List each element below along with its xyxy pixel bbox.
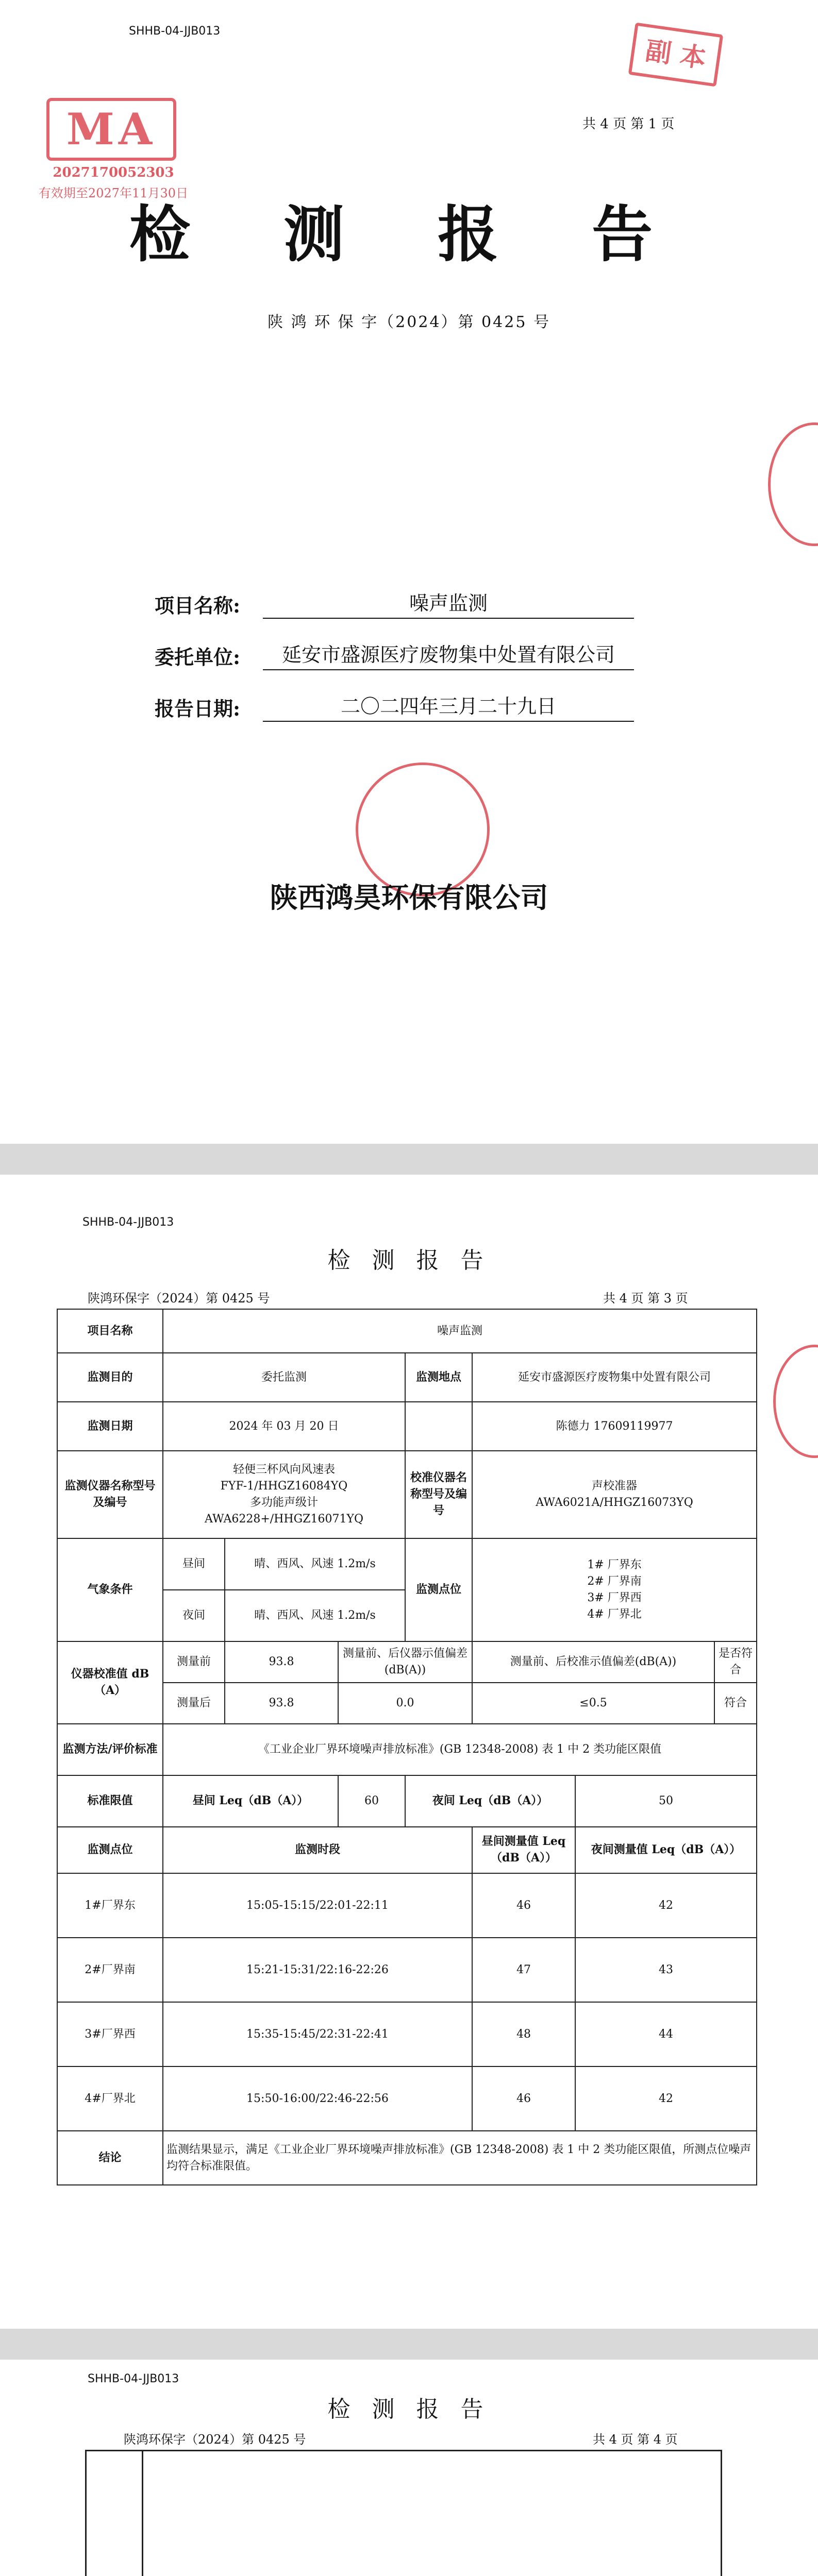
doc-code-p3: SHHB-04-JJB013 xyxy=(88,2372,179,2385)
value-before: 93.8 xyxy=(225,1641,338,1683)
row-point: 4#厂界北 xyxy=(57,2066,163,2131)
value-conclusion: 监测结果显示，满足《工业企业厂界环境噪声排放标准》(GB 12348-2008) 表 1 中 2 类功能区限值，所测点位噪声均符合标准限值。 xyxy=(163,2131,757,2185)
table-row xyxy=(57,2002,757,2066)
label-limit-day: 昼间 Leq（dB（A）） xyxy=(163,1775,338,1827)
side-seal xyxy=(768,422,818,546)
results-table xyxy=(57,1309,757,2185)
col-night: 夜间测量值 Leq（dB（A）） xyxy=(575,1827,757,1873)
value-limit-day: 60 xyxy=(338,1775,405,1827)
value-project: 噪声监测 xyxy=(163,1309,757,1353)
report-title: 检 测 报 告 xyxy=(129,198,689,270)
label-calib-value: 仪器校准值 dB（A） xyxy=(57,1641,163,1724)
point-item: 3# 厂界西 xyxy=(587,1591,642,1604)
ma-number: 2027170052303 xyxy=(53,165,174,180)
value-method: 《工业企业厂界环境噪声排放标准》(GB 12348-2008) 表 1 中 2 类功能区限值 xyxy=(163,1724,757,1775)
ma-note: 有效期至2027年11月30日 xyxy=(38,186,189,200)
value-points xyxy=(472,1538,757,1641)
row-night: 44 xyxy=(575,2002,757,2066)
row-point: 2#厂界南 xyxy=(57,1938,163,2002)
value-conform: 符合 xyxy=(714,1683,757,1724)
row-day: 46 xyxy=(472,2066,575,2131)
value-limit-night: 50 xyxy=(575,1775,757,1827)
label-instrument: 监测仪器名称型号及编号 xyxy=(57,1451,163,1538)
col-point: 监测点位 xyxy=(57,1827,163,1873)
label-before: 测量前 xyxy=(163,1641,225,1683)
row-night: 42 xyxy=(575,2066,757,2131)
doc-number-p3: 陕鸿环保字（2024）第 0425 号 xyxy=(124,2432,306,2447)
value-after: 93.8 xyxy=(225,1683,338,1724)
row-time: 15:05-15:15/22:01-22:11 xyxy=(163,1873,472,1938)
label-conclusion: 结论 xyxy=(57,2131,163,2185)
row-time: 15:50-16:00/22:46-22:56 xyxy=(163,2066,472,2131)
doc-code-p2: SHHB-04-JJB013 xyxy=(82,1216,174,1229)
label-method: 监测方法/评价标准 xyxy=(57,1724,163,1775)
label-diff: 测量前、后仪器示值偏差(dB(A)) xyxy=(338,1641,472,1683)
row-day: 46 xyxy=(472,1873,575,1938)
field-value-client: 延安市盛源医疗废物集中处置有限公司 xyxy=(263,639,634,670)
row-point: 1#厂界东 xyxy=(57,1873,163,1938)
label-limit-night: 夜间 Leq（dB（A）） xyxy=(405,1775,575,1827)
row-day: 48 xyxy=(472,2002,575,2066)
label-day: 昼间 xyxy=(163,1538,225,1590)
field-value-date: 二〇二四年三月二十九日 xyxy=(263,690,634,722)
label-project: 项目名称 xyxy=(57,1309,163,1353)
value-date: 2024 年 03 月 20 日 xyxy=(163,1402,405,1451)
instrument-line: 轻便三杯风向风速表 xyxy=(232,1463,335,1477)
instrument-line: 多功能声级计 xyxy=(249,1496,318,1509)
ma-logo-mark: MA xyxy=(46,98,176,161)
map-label-column xyxy=(85,2450,143,2576)
empty-cell xyxy=(405,1402,472,1451)
row-night: 43 xyxy=(575,1938,757,2002)
label-points: 监测点位 xyxy=(405,1538,472,1641)
label-allowed: 测量前、后校准示值偏差(dB(A)) xyxy=(472,1641,714,1683)
page-info: 共 4 页 第 1 页 xyxy=(582,116,675,132)
page-info-p3: 共 4 页 第 4 页 xyxy=(593,2432,678,2447)
row-day: 47 xyxy=(472,1938,575,2002)
value-night-weather: 晴、西风、风速 1.2m/s xyxy=(225,1590,405,1641)
point-item: 1# 厂界东 xyxy=(587,1558,642,1572)
row-point: 3#厂界西 xyxy=(57,2002,163,2066)
page-info-p2: 共 4 页 第 3 页 xyxy=(603,1291,688,1306)
label-weather: 气象条件 xyxy=(57,1538,163,1641)
table-row xyxy=(57,1873,757,1938)
table-row xyxy=(57,1938,757,2002)
label-limit: 标准限值 xyxy=(57,1775,163,1827)
value-allowed: ≤0.5 xyxy=(472,1683,714,1724)
point-item: 2# 厂界南 xyxy=(587,1575,642,1588)
col-day: 昼间测量值 Leq（dB（A）） xyxy=(472,1827,575,1873)
label-conform: 是否符合 xyxy=(714,1641,757,1683)
calib-line: 声校准器 xyxy=(592,1480,638,1493)
page-separator xyxy=(0,1144,818,1175)
company-name: 陕西鸿昊环保有限公司 xyxy=(270,881,548,914)
cover-page xyxy=(0,0,818,1144)
value-contact: 陈德力 17609119977 xyxy=(472,1402,757,1451)
label-calib-instrument: 校准仪器名称型号及编号 xyxy=(405,1451,472,1538)
col-time: 监测时段 xyxy=(163,1827,472,1873)
table-row xyxy=(57,2066,757,2131)
calib-line: AWA6021A/HHGZ16073YQ xyxy=(536,1496,693,1509)
label-purpose: 监测目的 xyxy=(57,1353,163,1402)
value-instrument xyxy=(163,1451,405,1538)
instrument-line: AWA6228+/HHGZ16071YQ xyxy=(204,1512,363,1526)
field-label-client: 委托单位: xyxy=(155,646,241,669)
label-location: 监测地点 xyxy=(405,1353,472,1402)
doc-code: SHHB-04-JJB013 xyxy=(129,25,221,38)
row-time: 15:21-15:31/22:16-22:26 xyxy=(163,1938,472,2002)
row-night: 42 xyxy=(575,1873,757,1938)
value-diff: 0.0 xyxy=(338,1683,472,1724)
value-purpose: 委托监测 xyxy=(163,1353,405,1402)
instrument-line: FYF-1/HHGZ16084YQ xyxy=(220,1480,348,1493)
field-label-date: 报告日期: xyxy=(155,697,241,720)
value-day-weather: 晴、西风、风速 1.2m/s xyxy=(225,1538,405,1590)
label-date: 监测日期 xyxy=(57,1402,163,1451)
report-title-p3: 检 测 报 告 xyxy=(327,2396,491,2422)
label-night: 夜间 xyxy=(163,1590,225,1641)
field-value-project: 噪声监测 xyxy=(263,587,634,619)
row-time: 15:35-15:45/22:31-22:41 xyxy=(163,2002,472,2066)
point-item: 4# 厂界北 xyxy=(587,1607,642,1621)
copy-stamp: 副 本 xyxy=(628,23,724,87)
doc-number-p2: 陕鸿环保字（2024）第 0425 号 xyxy=(88,1291,270,1306)
map-frame xyxy=(85,2450,722,2576)
report-title-p2: 检 测 报 告 xyxy=(327,1247,491,1274)
label-after: 测量后 xyxy=(163,1683,225,1724)
value-location: 延安市盛源医疗废物集中处置有限公司 xyxy=(472,1353,757,1402)
doc-number: 陕 鸿 环 保 字（2024）第 0425 号 xyxy=(268,313,550,331)
field-label-project: 项目名称: xyxy=(155,594,241,617)
page-separator xyxy=(0,2329,818,2360)
value-calib-instrument xyxy=(472,1451,757,1538)
